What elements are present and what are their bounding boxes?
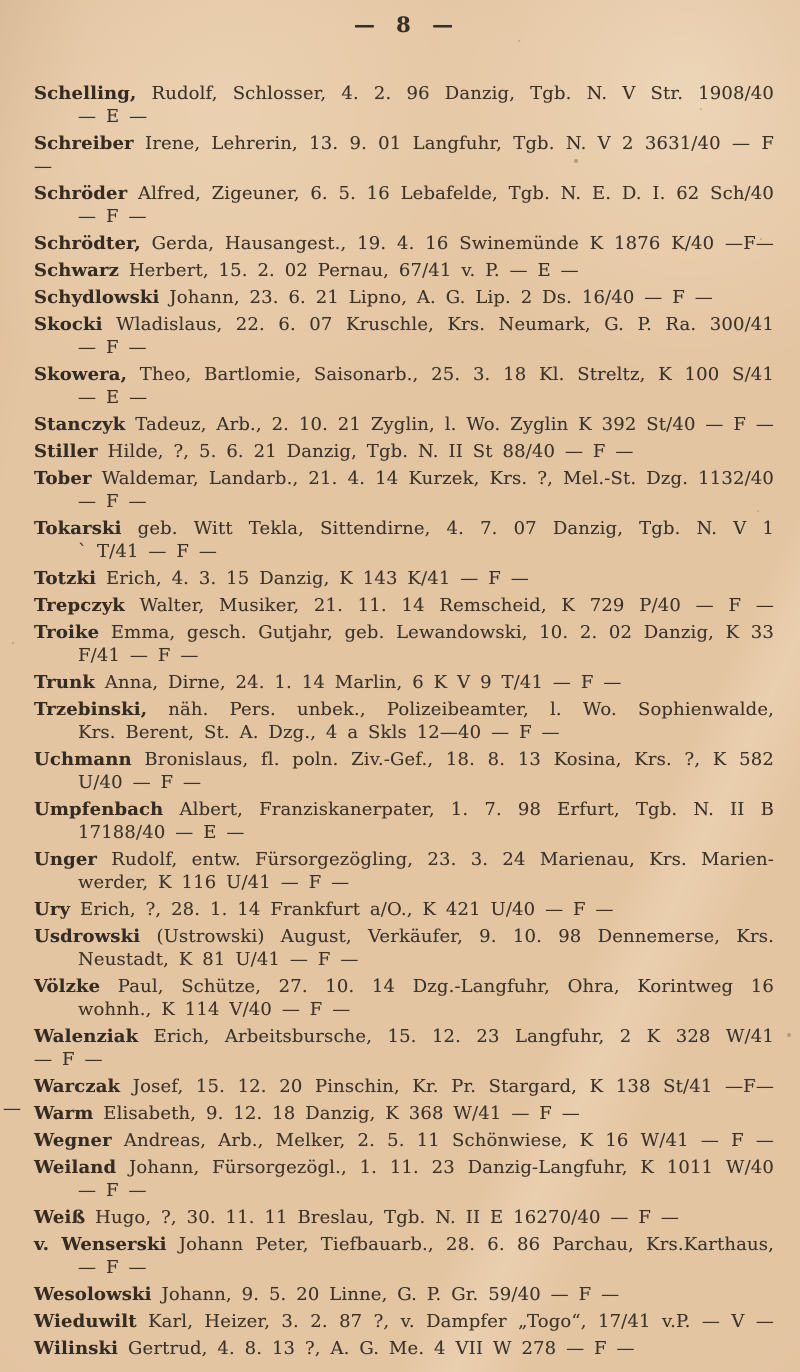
register-entry <box>34 798 774 844</box>
entry-first-line <box>34 182 774 205</box>
entry-first-line <box>34 848 774 871</box>
register-entry <box>34 1310 774 1333</box>
register-entry <box>34 363 774 409</box>
entry-first-line <box>34 925 774 948</box>
entry-surname: Schydlowski <box>34 287 160 308</box>
register-entry <box>34 286 774 309</box>
entry-continuation-line: werder, K 116 U/41 — F — <box>78 872 350 893</box>
entry-details: Hilde, ?, 5. 6. 21 Danzig, Tgb. N. II St 88/40 — F — <box>107 441 634 462</box>
entry-details: Josef, 15. 12. 20 Pinschin, Kr. Pr. Stargard, K 138 St/41 —F— <box>132 1076 774 1097</box>
entry-first-line <box>34 467 774 490</box>
entry-surname: Wesolowski <box>34 1284 152 1305</box>
paper-speckles <box>0 0 2 2</box>
entry-first-line <box>34 132 774 178</box>
entry-surname: Troike <box>34 622 100 643</box>
entry-details: Waldemar, Landarb., 21. 4. 14 Kurzek, Krs. ?, Mel.-St. Dzg. 1132/40 <box>101 468 774 489</box>
entry-details: Irene, Lehrerin, 13. 9. 01 Langfuhr, Tgb. N. V 2 3631/40 — F — <box>34 133 774 177</box>
entry-first-line <box>34 1025 774 1048</box>
entry-surname: Warm <box>34 1103 94 1124</box>
entry-continuation-line: Krs. Berent, St. A. Dzg., 4 a Skls 12—40 — F — <box>78 722 560 743</box>
entry-first-line <box>34 1206 774 1229</box>
register-entry <box>34 567 774 590</box>
margin-dash-mark: — <box>3 1098 22 1119</box>
entry-continuation-line: — E — <box>78 106 148 127</box>
register-entry <box>34 440 774 463</box>
entry-surname: Wegner <box>34 1130 112 1151</box>
entry-surname: Ury <box>34 899 71 920</box>
entry-details: Anna, Dirne, 24. 1. 14 Marlin, 6 K V 9 T/41 — F — <box>104 672 622 693</box>
entry-first-line <box>34 621 774 644</box>
entry-details: Rudolf, Schlosser, 4. 2. 96 Danzig, Tgb. N. V Str. 1908/40 <box>151 83 774 104</box>
entry-continuation-line: — F — <box>78 491 147 512</box>
entry-details: Walter, Musiker, 21. 11. 14 Remscheid, K 729 P/40 — F — <box>139 595 774 616</box>
entry-details: Johann, 23. 6. 21 Lipno, A. G. Lip. 2 Ds. 16/40 — F — <box>169 287 713 308</box>
entry-surname: Wenserski <box>61 1234 167 1255</box>
register-entry <box>34 748 774 794</box>
entry-surname: Skowera, <box>34 364 128 385</box>
entry-surname: Uchmann <box>34 749 132 770</box>
entry-first-line <box>34 413 774 436</box>
entry-first-line <box>34 517 774 540</box>
entry-surname: Umpfenbach <box>34 799 164 820</box>
entry-continuation-line: Neustadt, K 81 U/41 — F — <box>78 949 359 970</box>
entry-details: Albert, Franziskanerpater, 1. 7. 98 Erfurt, Tgb. N. II B <box>179 799 775 820</box>
entry-continuation-line: — F — <box>78 206 147 227</box>
entry-first-line <box>34 798 774 821</box>
register-entry <box>34 467 774 513</box>
entry-details: näh. Pers. unbek., Polizeibeamter, l. Wo. Sophienwalde, <box>168 699 774 720</box>
entry-details: Alfred, Zigeuner, 6. 5. 16 Lebafelde, Tgb. N. E. D. I. 62 Sch/40 <box>137 183 774 204</box>
register-entry <box>34 1025 774 1071</box>
entry-details: (Ustrowski) August, Verkäufer, 9. 10. 98 Dennemerse, Krs. <box>156 926 774 947</box>
entry-surname: Schreiber <box>34 133 134 154</box>
page-number: — 8 — <box>353 12 455 37</box>
entry-details: Tadeuz, Arb., 2. 10. 21 Zyglin, l. Wo. Zyglin K 392 St/40 — F — <box>135 414 774 435</box>
entry-first-line <box>34 232 774 255</box>
entry-details: Bronislaus, fl. poln. Ziv.-Gef., 18. 8. 13 Kosina, Krs. ?, K 582 <box>144 749 774 770</box>
entry-surname: Trunk <box>34 672 95 693</box>
entry-surname: Wieduwilt <box>34 1311 137 1332</box>
entry-details: Erich, ?, 28. 1. 14 Frankfurt a/O., K 421 U/40 — F — <box>79 899 614 920</box>
entry-surname: Tober <box>34 468 92 489</box>
entry-first-line <box>34 567 774 590</box>
entry-first-line <box>34 1156 774 1179</box>
entry-first-line <box>34 594 774 617</box>
entry-continuation-line: U/40 — F — <box>78 772 202 793</box>
entry-continuation-line: F/41 — F — <box>78 645 199 666</box>
entry-surname: Tokarski <box>34 518 122 539</box>
register-entry <box>34 1233 774 1279</box>
entry-surname: Stiller <box>34 441 98 462</box>
entry-surname: Schrödter, <box>34 233 141 254</box>
entry-continuation-line: 17188/40 — E — <box>78 822 245 843</box>
entry-first-line <box>34 671 774 694</box>
entry-surname: Walenziak <box>34 1026 139 1047</box>
entry-first-line <box>34 748 774 771</box>
register-entry <box>34 1129 774 1152</box>
entry-first-line <box>3 1098 774 1125</box>
entry-surname: Wilinski <box>34 1338 119 1359</box>
entry-first-line <box>34 698 774 721</box>
entry-surname: Warczak <box>34 1076 121 1097</box>
entry-details: Paul, Schütze, 27. 10. 14 Dzg.-Langfuhr, Ohra, Korintweg 16 <box>117 976 775 997</box>
entry-details: Hugo, ?, 30. 11. 11 Breslau, Tgb. N. II E 16270/40 — F — <box>95 1207 680 1228</box>
entry-details: Rudolf, entw. Fürsorgezögling, 23. 3. 24 Marienau, Krs. Marien- <box>111 849 774 870</box>
entry-continuation-line: — E — <box>78 387 148 408</box>
register-entry <box>34 925 774 971</box>
entry-details: Johann Peter, Tiefbauarb., 28. 6. 86 Parchau, Krs.Karthaus, <box>178 1234 774 1255</box>
entry-first-line <box>34 313 774 336</box>
entry-surname: Trepczyk <box>34 595 125 616</box>
entry-details: Herbert, 15. 2. 02 Pernau, 67/41 v. P. — E — <box>128 260 579 281</box>
entry-first-line <box>34 82 774 105</box>
register-entry <box>34 82 774 128</box>
register-entry <box>34 621 774 667</box>
entry-first-line <box>34 1310 774 1333</box>
register-entry <box>34 1206 774 1229</box>
entry-surname: Weiland <box>34 1157 117 1178</box>
register-entry <box>34 698 774 744</box>
register-entry <box>34 232 774 255</box>
entry-first-line <box>34 975 774 998</box>
register-entry <box>34 898 774 921</box>
register-entry <box>34 132 774 178</box>
entry-name-prefix: v. <box>34 1234 50 1255</box>
entry-surname: Unger <box>34 849 98 870</box>
entry-details: Karl, Heizer, 3. 2. 87 ?, v. Dampfer „Togo“, 17/41 v.P. — V — <box>148 1311 774 1332</box>
entry-continuation-line: — F — <box>78 337 147 358</box>
register-entry <box>34 1075 774 1098</box>
entry-first-line <box>34 259 774 282</box>
entry-first-line <box>34 1337 774 1360</box>
entry-details: Elisabeth, 9. 12. 18 Danzig, K 368 W/41 — F — <box>103 1103 580 1124</box>
entry-first-line <box>34 898 774 921</box>
entry-details: Gerda, Hausangest., 19. 4. 16 Swinemünde K 1876 K/40 —F— <box>151 233 774 254</box>
entry-first-line <box>34 1233 774 1256</box>
entry-details: Wladislaus, 22. 6. 07 Kruschle, Krs. Neumark, G. P. Ra. 300/41 <box>116 314 774 335</box>
entry-surname: Usdrowski <box>34 926 141 947</box>
register-entry <box>34 259 774 282</box>
entry-details: Johann, Fürsorgezögl., 1. 11. 23 Danzig-Langfuhr, K 1011 W/40 <box>129 1157 774 1178</box>
register-entry <box>3 1098 774 1125</box>
entry-first-line <box>34 1129 774 1152</box>
register-entry <box>34 517 774 563</box>
entry-surname: Schelling, <box>34 83 137 104</box>
entry-details: geb. Witt Tekla, Sittendirne, 4. 7. 07 Danzig, Tgb. N. V 1 <box>137 518 774 539</box>
entry-surname: Skocki <box>34 314 103 335</box>
entry-continuation-line: — F — <box>34 1049 103 1070</box>
entry-details: Johann, 9. 5. 20 Linne, G. P. Gr. 59/40 — F — <box>161 1284 620 1305</box>
entry-first-line <box>34 440 774 463</box>
entry-continuation-line: wohnh., K 114 V/40 — F — <box>78 999 351 1020</box>
entry-surname: Weiß <box>34 1207 86 1228</box>
entry-continuation-line: ` T/41 — F — <box>78 541 217 562</box>
entry-details: Gertrud, 4. 8. 13 ?, A. G. Me. 4 VII W 278 — F — <box>128 1338 635 1359</box>
entry-surname: Totzki <box>34 568 97 589</box>
register-entry <box>34 671 774 694</box>
entry-details: Emma, gesch. Gutjahr, geb. Lewandowski, 10. 2. 02 Danzig, K 33 <box>110 622 774 643</box>
entry-first-line <box>34 1075 774 1098</box>
entry-details: Erich, 4. 3. 15 Danzig, K 143 K/41 — F — <box>105 568 529 589</box>
register-entry <box>34 594 774 617</box>
entry-surname: Stanczyk <box>34 414 126 435</box>
person-register-list <box>3 82 775 1364</box>
entry-first-line <box>34 1283 774 1306</box>
register-entry <box>34 313 774 359</box>
register-entry <box>34 1156 774 1202</box>
register-entry <box>34 848 774 894</box>
entry-details: Erich, Arbeitsbursche, 15. 12. 23 Langfuhr, 2 K 328 W/41 <box>153 1026 774 1047</box>
entry-continuation-line: — F — <box>78 1180 147 1201</box>
entry-surname: Trzebinski, <box>34 699 148 720</box>
register-entry <box>34 1283 774 1306</box>
entry-surname: Schröder <box>34 183 128 204</box>
entry-continuation-line: — F — <box>78 1257 147 1278</box>
entry-first-line <box>34 286 774 309</box>
register-entry <box>34 413 774 436</box>
entry-details: Theo, Bartlomie, Saisonarb., 25. 3. 18 Kl. Streltz, K 100 S/41 <box>139 364 774 385</box>
register-entry <box>34 182 774 228</box>
entry-details: Andreas, Arb., Melker, 2. 5. 11 Schönwiese, K 16 W/41 — F — <box>123 1130 774 1151</box>
entry-first-line <box>34 363 774 386</box>
entry-surname: Schwarz <box>34 260 119 281</box>
entry-surname: Völzke <box>34 976 101 997</box>
register-entry <box>34 975 774 1021</box>
register-entry <box>34 1337 774 1360</box>
